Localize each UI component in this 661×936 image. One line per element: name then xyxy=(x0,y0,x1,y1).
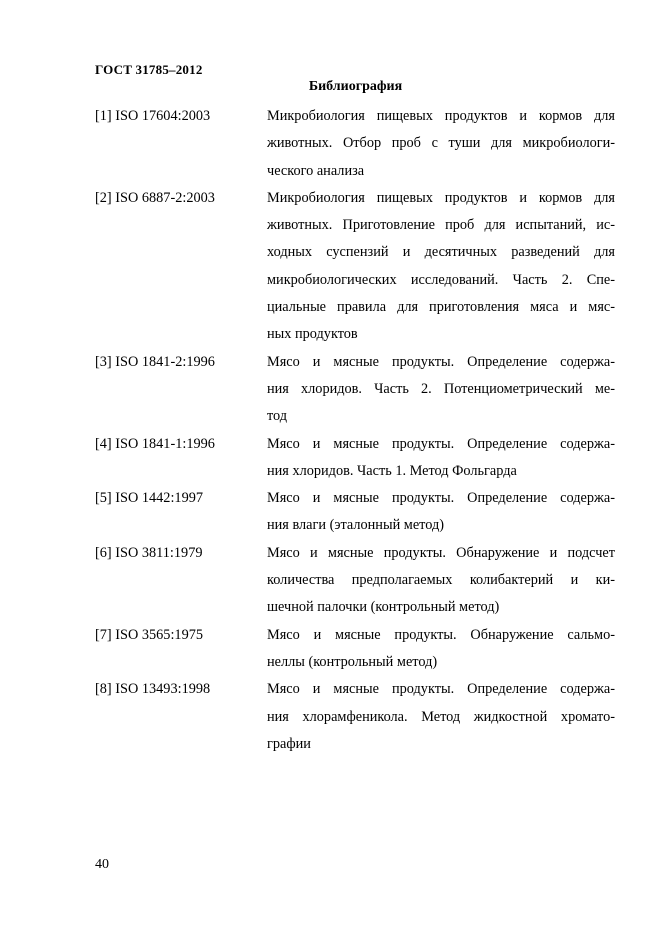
bibliography-description-line: тод xyxy=(267,408,288,425)
bibliography-reference-code: [1] ISO 17604:2003 xyxy=(95,108,211,124)
bibliography-description xyxy=(267,540,615,622)
bibliography-description-line: ходных суспензий и десятичных разведений для xyxy=(267,244,615,261)
bibliography-reference-code: [4] ISO 1841-1:1996 xyxy=(95,435,215,452)
section-title: Библиография xyxy=(308,79,403,94)
bibliography-entry xyxy=(95,103,615,185)
bibliography-description-line: Мясо и мясные продукты. Определение содержа- xyxy=(267,353,615,370)
bibliography-reference-code: [7] ISO 3565:1975 xyxy=(95,626,204,643)
bibliography-description xyxy=(267,185,615,349)
bibliography-description-line: Мясо и мясные продукты. Определение содержа- xyxy=(267,490,615,507)
bibliography-description-line: Мясо и мясные продукты. Обнаружение и подсчет xyxy=(267,544,615,561)
bibliography-description-line: графии xyxy=(267,735,311,752)
bibliography-entry xyxy=(95,622,615,677)
bibliography-reference-code: [3] ISO 1841-2:1996 xyxy=(95,353,215,370)
bibliography-entry xyxy=(95,431,615,486)
document-code-header: ГОСТ 31785–2012 xyxy=(95,62,203,77)
bibliography-description-line: животных. Отбор проб с туши для микробиологи- xyxy=(267,135,615,152)
bibliography-description-line: количества предполагаемых колибактерий и ки- xyxy=(267,572,615,589)
bibliography-description xyxy=(267,103,615,185)
bibliography-description-line: неллы (контрольный метод) xyxy=(267,653,438,670)
bibliography-entry xyxy=(95,349,615,431)
bibliography-description xyxy=(267,676,615,758)
bibliography-description-line: Микробиология пищевых продуктов и кормов для xyxy=(267,189,615,206)
bibliography-description xyxy=(267,485,615,540)
page-number: 40 xyxy=(95,857,109,872)
bibliography-description-line: Микробиология пищевых продуктов и кормов для xyxy=(267,108,615,124)
bibliography-description-line: ческого анализа xyxy=(267,162,365,179)
bibliography-list xyxy=(95,103,615,758)
bibliography-description xyxy=(267,349,615,431)
bibliography-description-line: животных. Приготовление проб для испытаний, ис- xyxy=(267,217,615,234)
bibliography-reference-code: [2] ISO 6887-2:2003 xyxy=(95,189,215,206)
bibliography-description xyxy=(267,431,615,486)
bibliography-description-line: Мясо и мясные продукты. Обнаружение сальмо- xyxy=(267,626,615,643)
bibliography-description-line: микробиологических исследований. Часть 2. Спе- xyxy=(267,271,615,288)
bibliography-description xyxy=(267,622,615,677)
bibliography-entry xyxy=(95,676,615,758)
bibliography-description-line: ния влаги (эталонный метод) xyxy=(267,517,445,534)
bibliography-description-line: ния хлорамфеникола. Метод жидкостной хромато- xyxy=(267,708,615,725)
bibliography-description-line: циальные правила для приготовления мяса и мяс- xyxy=(267,299,615,316)
bibliography-description-line: Мясо и мясные продукты. Определение содержа- xyxy=(267,435,615,452)
bibliography-reference-code: [6] ISO 3811:1979 xyxy=(95,544,203,561)
bibliography-entry xyxy=(95,540,615,622)
bibliography-description-line: шечной палочки (контрольный метод) xyxy=(267,599,500,616)
bibliography-description-line: ния хлоридов. Часть 1. Метод Фольгарда xyxy=(267,462,517,479)
bibliography-entry xyxy=(95,185,615,349)
bibliography-entry xyxy=(95,485,615,540)
bibliography-description-line: ния хлоридов. Часть 2. Потенциометрический ме- xyxy=(267,380,615,397)
bibliography-reference-code: [8] ISO 13493:1998 xyxy=(95,681,211,698)
bibliography-description-line: ных продуктов xyxy=(267,326,358,343)
bibliography-reference-code: [5] ISO 1442:1997 xyxy=(95,490,204,507)
bibliography-description-line: Мясо и мясные продукты. Определение содержа- xyxy=(267,681,615,698)
